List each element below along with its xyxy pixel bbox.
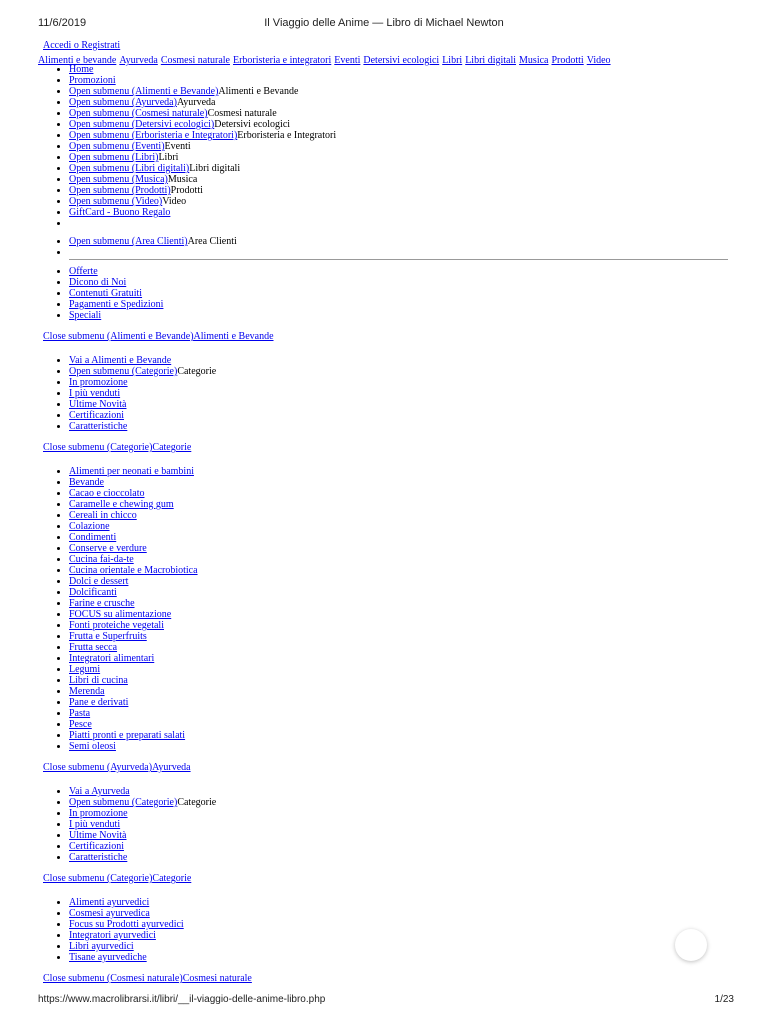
menu-link[interactable]: Open submenu (Alimenti e Bevande) xyxy=(69,86,219,97)
top-nav-link[interactable]: Eventi xyxy=(334,55,361,66)
list-item xyxy=(69,299,728,310)
menu-link[interactable]: Cacao e cioccolato xyxy=(69,488,145,499)
page-content xyxy=(38,40,728,997)
menu-link[interactable]: Open submenu (Libri digitali) xyxy=(69,163,190,174)
list-item xyxy=(69,75,728,86)
list-item xyxy=(69,819,728,830)
list-item xyxy=(69,852,728,863)
list-item xyxy=(69,576,728,587)
close-submenu-label: Cosmesi naturale xyxy=(182,973,252,984)
close-submenu-label[interactable]: Categorie xyxy=(152,442,192,453)
divider xyxy=(69,259,728,260)
menu-label: Categorie xyxy=(177,366,217,377)
menu-link[interactable]: GiftCard - Buono Regalo xyxy=(69,207,171,218)
menu-link[interactable]: Open submenu (Categorie) xyxy=(69,366,178,377)
list-item xyxy=(69,941,728,952)
menu-link[interactable]: Home xyxy=(69,64,94,75)
list-item xyxy=(69,355,728,366)
menu-link[interactable]: Caratteristiche xyxy=(69,852,128,863)
top-nav-link[interactable]: Erboristeria e integratori xyxy=(232,55,332,66)
close-submenu xyxy=(43,331,728,343)
menu-link[interactable]: Certificazioni xyxy=(69,410,124,421)
menu-link[interactable]: Libri ayurvedici xyxy=(69,941,134,952)
list-item xyxy=(69,421,728,432)
menu-link[interactable]: Offerte xyxy=(69,266,98,277)
print-date: 11/6/2019 xyxy=(38,17,87,29)
close-submenu-link[interactable]: Close submenu (Alimenti e Bevande) xyxy=(43,331,194,342)
list-item xyxy=(69,642,728,653)
top-nav-link[interactable]: Musica xyxy=(519,55,549,66)
menu-link[interactable]: Farine e crusche xyxy=(69,598,135,609)
list-item xyxy=(69,786,728,797)
list-item xyxy=(69,565,728,576)
list-item xyxy=(69,730,728,741)
menu-label: Area Clienti xyxy=(187,236,237,247)
area-menu xyxy=(38,236,728,258)
menu-link[interactable]: Cucina fai-da-te xyxy=(69,554,134,565)
menu-link[interactable]: Pane e derivati xyxy=(69,697,129,708)
menu-link[interactable]: Pasta xyxy=(69,708,91,719)
list-item xyxy=(69,532,728,543)
list-item xyxy=(69,196,728,207)
list-item xyxy=(69,86,728,97)
menu-link[interactable]: Ultime Novità xyxy=(69,399,127,410)
menu-link[interactable]: Focus su Prodotti ayurvedici xyxy=(69,919,184,930)
menu-link[interactable]: Dolcificanti xyxy=(69,587,117,598)
submenu-list xyxy=(38,897,728,963)
list-item xyxy=(69,675,728,686)
close-submenu-label[interactable]: Ayurveda xyxy=(152,762,191,773)
submenu-sections xyxy=(38,331,728,963)
list-item xyxy=(69,719,728,730)
menu-link[interactable]: Open submenu (Ayurveda) xyxy=(69,97,177,108)
menu-link[interactable]: FOCUS su alimentazione xyxy=(69,609,172,620)
list-item xyxy=(69,163,728,174)
print-title: Il Viaggio delle Anime — Libro di Michael Newton xyxy=(264,17,504,29)
close-submenu xyxy=(43,873,728,885)
list-item xyxy=(69,708,728,719)
menu-link[interactable]: Open submenu (Prodotti) xyxy=(69,185,171,196)
close-submenu-label[interactable]: Categorie xyxy=(152,873,192,884)
close-submenu-link[interactable]: Close submenu (Categorie) xyxy=(43,442,153,453)
list-item xyxy=(69,697,728,708)
menu-link[interactable]: Integratori ayurvedici xyxy=(69,930,156,941)
list-item xyxy=(69,930,728,941)
top-nav-link[interactable]: Alimenti e bevande xyxy=(38,55,117,66)
menu-link[interactable]: Open submenu (Musica) xyxy=(69,174,168,185)
menu-link[interactable]: Condimenti xyxy=(69,532,117,543)
close-submenu-link[interactable]: Close submenu (Ayurveda) xyxy=(43,762,153,773)
list-item xyxy=(69,388,728,399)
list-item xyxy=(69,598,728,609)
floating-action-button[interactable] xyxy=(675,929,707,961)
menu-link[interactable]: Cosmesi ayurvedica xyxy=(69,908,150,919)
menu-link[interactable]: Merenda xyxy=(69,686,105,697)
menu-link[interactable]: Open submenu (Libri) xyxy=(69,152,159,163)
menu-link[interactable]: Colazione xyxy=(69,521,110,532)
menu-label: Detersivi ecologici xyxy=(214,119,291,130)
list-item xyxy=(69,664,728,675)
menu-link[interactable]: Alimenti ayurvedici xyxy=(69,897,150,908)
list-item xyxy=(69,488,728,499)
menu-link[interactable]: Pesce xyxy=(69,719,92,730)
list-item xyxy=(69,399,728,410)
list-item xyxy=(69,554,728,565)
close-submenu-link[interactable] xyxy=(43,973,728,985)
list-item xyxy=(69,466,728,477)
close-submenu-label[interactable]: Alimenti e Bevande xyxy=(193,331,274,342)
extra-menu xyxy=(38,266,728,321)
list-item xyxy=(69,247,728,258)
list-item xyxy=(69,152,728,163)
menu-link[interactable]: Vai a Alimenti e Bevande xyxy=(69,355,172,366)
menu-link[interactable]: Speciali xyxy=(69,310,102,321)
list-item xyxy=(69,897,728,908)
list-item xyxy=(69,141,728,152)
list-item xyxy=(69,119,728,130)
list-item xyxy=(69,130,728,141)
top-nav-link[interactable]: Libri xyxy=(442,55,463,66)
menu-link[interactable]: Legumi xyxy=(69,664,101,675)
menu-label: Ayurveda xyxy=(176,97,216,108)
list-item xyxy=(69,185,728,196)
print-url: https://www.macrolibrarsi.it/libri/__il-viaggio-delle-anime-libro.php xyxy=(38,994,326,1005)
menu-label: Libri xyxy=(158,152,179,163)
menu-label: Categorie xyxy=(177,797,217,808)
menu-link[interactable]: Open submenu (Eventi) xyxy=(69,141,165,152)
top-nav-link[interactable]: Cosmesi naturale xyxy=(160,55,230,66)
list-item xyxy=(69,686,728,697)
list-item xyxy=(69,587,728,598)
menu-link[interactable]: Open submenu (Cosmesi naturale) xyxy=(69,108,208,119)
menu-link[interactable]: Promozioni xyxy=(69,75,116,86)
list-item xyxy=(69,830,728,841)
print-page-number: 1/23 xyxy=(714,994,734,1005)
close-submenu-link-text: Close submenu (Cosmesi naturale) xyxy=(43,973,183,984)
menu-link[interactable]: Open submenu (Detersivi ecologici) xyxy=(69,119,215,130)
menu-link[interactable]: Frutta secca xyxy=(69,642,118,653)
list-item xyxy=(69,410,728,421)
menu-label: Cosmesi naturale xyxy=(207,108,277,119)
list-item xyxy=(69,741,728,752)
list-item xyxy=(69,97,728,108)
list-item xyxy=(69,808,728,819)
submenu-list xyxy=(38,355,728,432)
menu-link[interactable]: Frutta e Superfruits xyxy=(69,631,147,642)
menu-link[interactable]: Cucina orientale e Macrobiotica xyxy=(69,565,198,576)
list-item xyxy=(69,174,728,185)
menu-link[interactable]: Open submenu (Area Clienti) xyxy=(69,236,188,247)
menu-link[interactable]: Dolci e dessert xyxy=(69,576,129,587)
menu-link[interactable]: Ultime Novità xyxy=(69,830,127,841)
close-submenu xyxy=(43,762,728,774)
list-item xyxy=(69,218,728,229)
list-item xyxy=(69,477,728,488)
menu-link[interactable]: Open submenu (Categorie) xyxy=(69,797,178,808)
list-item xyxy=(69,510,728,521)
menu-link[interactable]: Conserve e verdure xyxy=(69,543,147,554)
list-item xyxy=(69,908,728,919)
login-link[interactable]: Accedi o Registrati xyxy=(43,40,121,51)
close-submenu-link[interactable]: Close submenu (Categorie) xyxy=(43,873,153,884)
menu-link[interactable]: Tisane ayurvediche xyxy=(69,952,147,963)
top-nav-link[interactable]: Ayurveda xyxy=(119,55,158,66)
menu-link[interactable]: In promozione xyxy=(69,808,128,819)
list-item xyxy=(69,377,728,388)
list-item xyxy=(69,499,728,510)
menu-link[interactable]: Dicono di Noi xyxy=(69,277,127,288)
menu-label: Alimenti e Bevande xyxy=(218,86,299,97)
top-nav-link[interactable]: Libri digitali xyxy=(465,55,517,66)
top-nav-link[interactable]: Video xyxy=(586,55,611,66)
menu-link[interactable]: Integratori alimentari xyxy=(69,653,155,664)
menu-link[interactable]: Alimenti per neonati e bambini xyxy=(69,466,194,477)
menu-label: Libri digitali xyxy=(189,163,241,174)
list-item xyxy=(69,521,728,532)
list-item xyxy=(69,266,728,277)
list-item xyxy=(69,207,728,218)
menu-link[interactable]: Cereali in chicco xyxy=(69,510,137,521)
menu-label: Prodotti xyxy=(170,185,203,196)
list-item xyxy=(69,841,728,852)
main-menu xyxy=(38,64,728,229)
menu-link[interactable]: I più venduti xyxy=(69,819,121,830)
menu-link[interactable]: Vai a Ayurveda xyxy=(69,786,130,797)
menu-link[interactable]: Caramelle e chewing gum xyxy=(69,499,174,510)
menu-link[interactable]: In promozione xyxy=(69,377,128,388)
list-item xyxy=(69,288,728,299)
list-item xyxy=(69,277,728,288)
list-item xyxy=(69,620,728,631)
menu-link[interactable]: Bevande xyxy=(69,477,104,488)
menu-link[interactable]: Certificazioni xyxy=(69,841,124,852)
close-submenu xyxy=(43,442,728,454)
menu-link[interactable]: Pagamenti e Spedizioni xyxy=(69,299,164,310)
list-item xyxy=(69,631,728,642)
menu-link[interactable]: Open submenu (Video) xyxy=(69,196,163,207)
top-nav-link[interactable]: Prodotti xyxy=(551,55,584,66)
menu-link[interactable]: Fonti proteiche vegetali xyxy=(69,620,164,631)
menu-label: Eventi xyxy=(164,141,191,152)
submenu-list xyxy=(38,786,728,863)
menu-link[interactable]: Open submenu (Erboristeria e Integratori) xyxy=(69,130,238,141)
submenu-list xyxy=(38,466,728,752)
list-item xyxy=(69,543,728,554)
menu-link[interactable]: Semi oleosi xyxy=(69,741,116,752)
list-item xyxy=(69,653,728,664)
list-item xyxy=(69,366,728,377)
list-item xyxy=(69,919,728,930)
menu-link[interactable]: I più venduti xyxy=(69,388,121,399)
list-item xyxy=(69,310,728,321)
list-item xyxy=(69,609,728,620)
menu-label: Erboristeria e Integratori xyxy=(237,130,337,141)
list-item xyxy=(69,952,728,963)
menu-label: Video xyxy=(162,196,187,207)
menu-link[interactable]: Piatti pronti e preparati salati xyxy=(69,730,186,741)
menu-link[interactable]: Caratteristiche xyxy=(69,421,128,432)
list-item xyxy=(69,108,728,119)
top-nav-link[interactable]: Detersivi ecologici xyxy=(363,55,440,66)
menu-label: Musica xyxy=(167,174,198,185)
list-item xyxy=(69,236,728,247)
menu-link[interactable]: Contenuti Gratuiti xyxy=(69,288,143,299)
menu-link[interactable]: Libri di cucina xyxy=(69,675,128,686)
list-item xyxy=(69,797,728,808)
